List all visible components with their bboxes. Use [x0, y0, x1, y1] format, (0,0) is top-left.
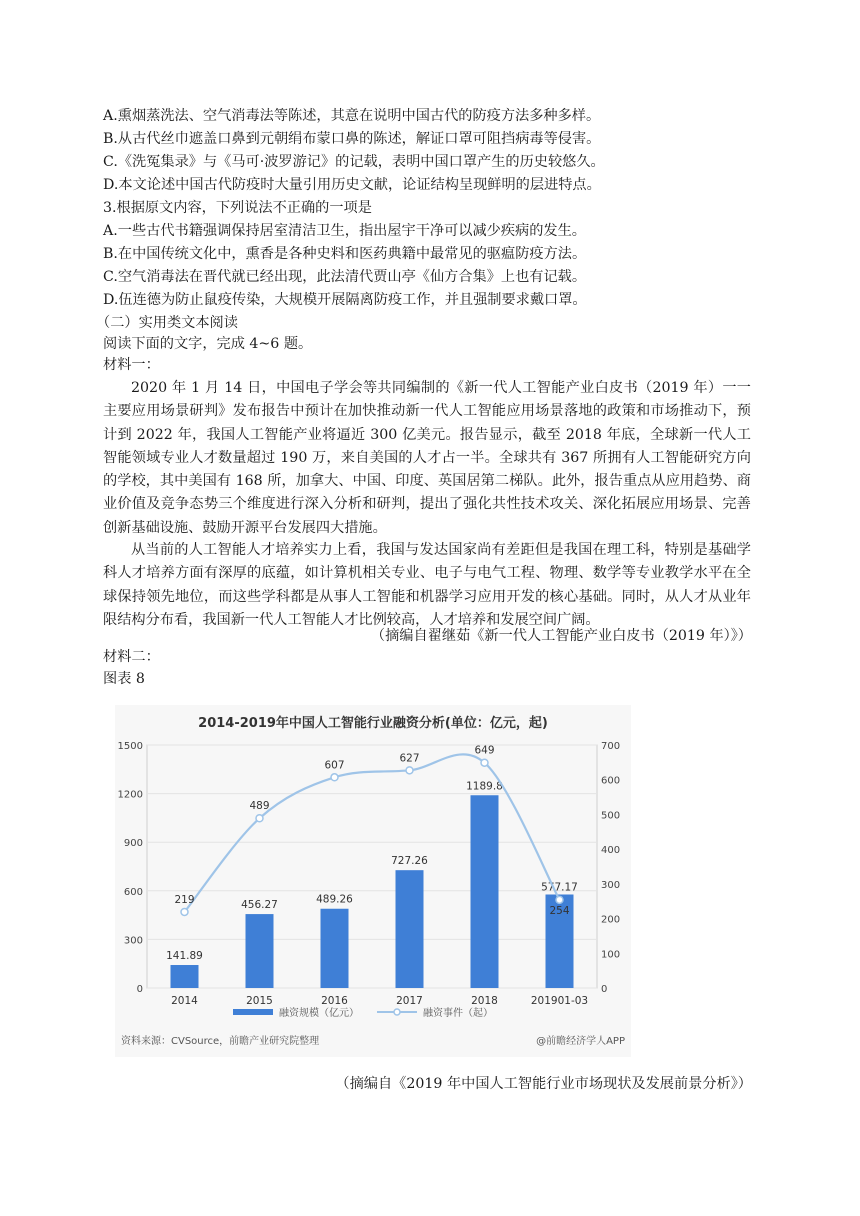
bar [471, 795, 499, 988]
bar-value-label: 727.26 [391, 855, 428, 868]
y-left-tick-label: 0 [136, 984, 143, 995]
line-point [256, 815, 263, 822]
legend-bar-swatch [233, 1009, 273, 1015]
option-2c: C.《洗冤集录》与《马可·波罗游记》的记载，表明中国口罩产生的历史较悠久。 [103, 154, 605, 170]
material1-paragraph-2: 从当前的人工智能人才培养实力上看，我国与发达国家尚有差距但是我国在理工科，特别是基础学科人才培养方面有深厚的底蕴，如计算机相关专业、电子与电气工程、物理、数学等专业教学水平在全球保持领先地位，而这些学科都是从事人工智能和机器学习应用开发的核心基础。同时，从人才从业年限结构分布看，我国新一代人工智能人才比例较高，人才培养和发展空间广阔。 [103, 542, 751, 628]
legend-bar-label: 融资规模（亿元） [279, 1008, 359, 1019]
y-right-tick-label: 0 [601, 984, 608, 995]
y-left-tick-label: 600 [123, 886, 143, 898]
bar [246, 914, 274, 988]
line-value-label: 607 [324, 759, 345, 772]
line-value-label: 627 [399, 752, 420, 765]
bar [396, 870, 424, 988]
bar [171, 965, 199, 988]
line-point [406, 767, 413, 774]
material1-label: 材料一： [103, 357, 160, 373]
x-tick-label: 2017 [396, 995, 423, 1007]
line-series-path [185, 754, 560, 912]
bar [321, 909, 349, 988]
x-tick-label: 2016 [321, 995, 348, 1007]
x-tick-label: 2014 [171, 995, 198, 1007]
section-title: （二）实用类文本阅读 [96, 315, 238, 331]
y-left-tick-label: 1200 [117, 789, 143, 801]
option-3a: A.一些古代书籍强调保持居室清洁卫生，指出屋宇干净可以减少疾病的发生。 [103, 223, 586, 239]
x-tick-label: 2018 [471, 995, 498, 1007]
source-note: 资料来源：CVSource，前瞻产业研究院整理 [121, 1036, 320, 1047]
option-3b: B.在中国传统文化中，熏香是各种史料和医药典籍中最常见的驱瘟防疫方法。 [103, 246, 587, 262]
option-3c: C.空气消毒法在晋代就已经出现，此法清代贾山亭《仙方合集》上也有记载。 [103, 269, 587, 285]
figure-label: 图表 8 [103, 671, 145, 687]
question-3: 3.根据原文内容，下列说法不正确的一项是 [103, 200, 372, 216]
y-right-tick-label: 400 [601, 845, 621, 857]
material1-source: （摘编自翟继茹《新一代人工智能产业白皮书（2019 年）》） [370, 628, 752, 644]
y-left-tick-label: 1500 [117, 741, 143, 752]
bar-value-label: 141.89 [166, 950, 203, 963]
bar-value-label: 1189.8 [466, 780, 503, 793]
legend-line-label: 融资事件（起） [423, 1008, 493, 1019]
y-right-tick-label: 200 [601, 914, 621, 926]
chart-title: 2014-2019年中国人工智能行业融资分析(单位：亿元，起) [198, 716, 548, 731]
legend-line-marker [394, 1009, 400, 1015]
y-right-tick-label: 300 [601, 879, 621, 891]
line-value-label: 219 [174, 893, 195, 906]
x-tick-label: 201901-03 [530, 995, 589, 1007]
plot-frame [147, 745, 597, 988]
line-value-label: 649 [474, 744, 495, 757]
option-3d: D.伍连德为防止鼠疫传染，大规模开展隔离防疫工作，并且强制要求戴口罩。 [103, 292, 587, 308]
y-left-tick-label: 300 [123, 935, 143, 947]
option-2a: A.熏烟蒸洗法、空气消毒法等陈述，其意在说明中国古代的防疫方法多种多样。 [103, 108, 601, 124]
x-tick-label: 2015 [246, 995, 273, 1007]
bar-value-label: 577.17 [541, 881, 578, 894]
bar-value-label: 489.26 [316, 893, 353, 906]
chart-svg [115, 705, 631, 1057]
material2-label: 材料二： [103, 649, 160, 665]
line-point [181, 908, 188, 915]
financing-chart [115, 705, 631, 1057]
y-right-tick-label: 600 [601, 775, 621, 787]
instruction: 阅读下面的文字，完成 4~6 题。 [103, 336, 313, 352]
y-right-tick-label: 100 [601, 949, 621, 961]
line-point [331, 774, 338, 781]
watermark: @前瞻经济学人APP [536, 1036, 625, 1047]
line-value-label: 489 [249, 800, 270, 813]
material2-source: （摘编自《2019 年中国人工智能行业市场现状及发展前景分析》） [335, 1076, 752, 1092]
line-point [481, 759, 488, 766]
option-2d: D.本文论述中国古代防疫时大量引用历史文献，论证结构呈现鲜明的层进特点。 [103, 177, 601, 193]
option-2b: B.从古代丝巾遮盖口鼻到元朝绢布蒙口鼻的陈述，解证口罩可阻挡病毒等侵害。 [103, 131, 601, 147]
grid-layer [147, 745, 597, 988]
legend [233, 1006, 493, 1019]
line-value-label: 254 [549, 904, 570, 917]
y-right-tick-label: 700 [601, 741, 621, 752]
y-right-tick-label: 500 [601, 810, 621, 822]
y-left-tick-label: 900 [123, 838, 143, 850]
line-point [556, 896, 563, 903]
bar-value-label: 456.27 [241, 899, 278, 912]
material1-paragraph-1: 2020 年 1 月 14 日，中国电子学会等共同编制的《新一代人工智能产业白皮书（2019 年）一一主要应用场景研判》发布报告中预计在加快推动新一代人工智能应用场景落地的政策和市场推动下，预计到 2022 年，我国人工智能产业将逼近 300 亿美元。报告显示，截至 2018 年底，全球新一代人工智能领域专业人才数量超过 190 万，来自美国的人才占一半。全球共有 367 所拥有人工智能研究方向的学校，其中美国有 168 所，加拿大、中国、印度、英国居第二梯队。此外，报告重点从应用趋势、商业价值及竞争态势三个维度进行深入分析和研判，提出了强化共性技术攻关、深化拓展应用场景、完善创新基础设施、鼓励开源平台发展四大措施。 [103, 380, 751, 536]
